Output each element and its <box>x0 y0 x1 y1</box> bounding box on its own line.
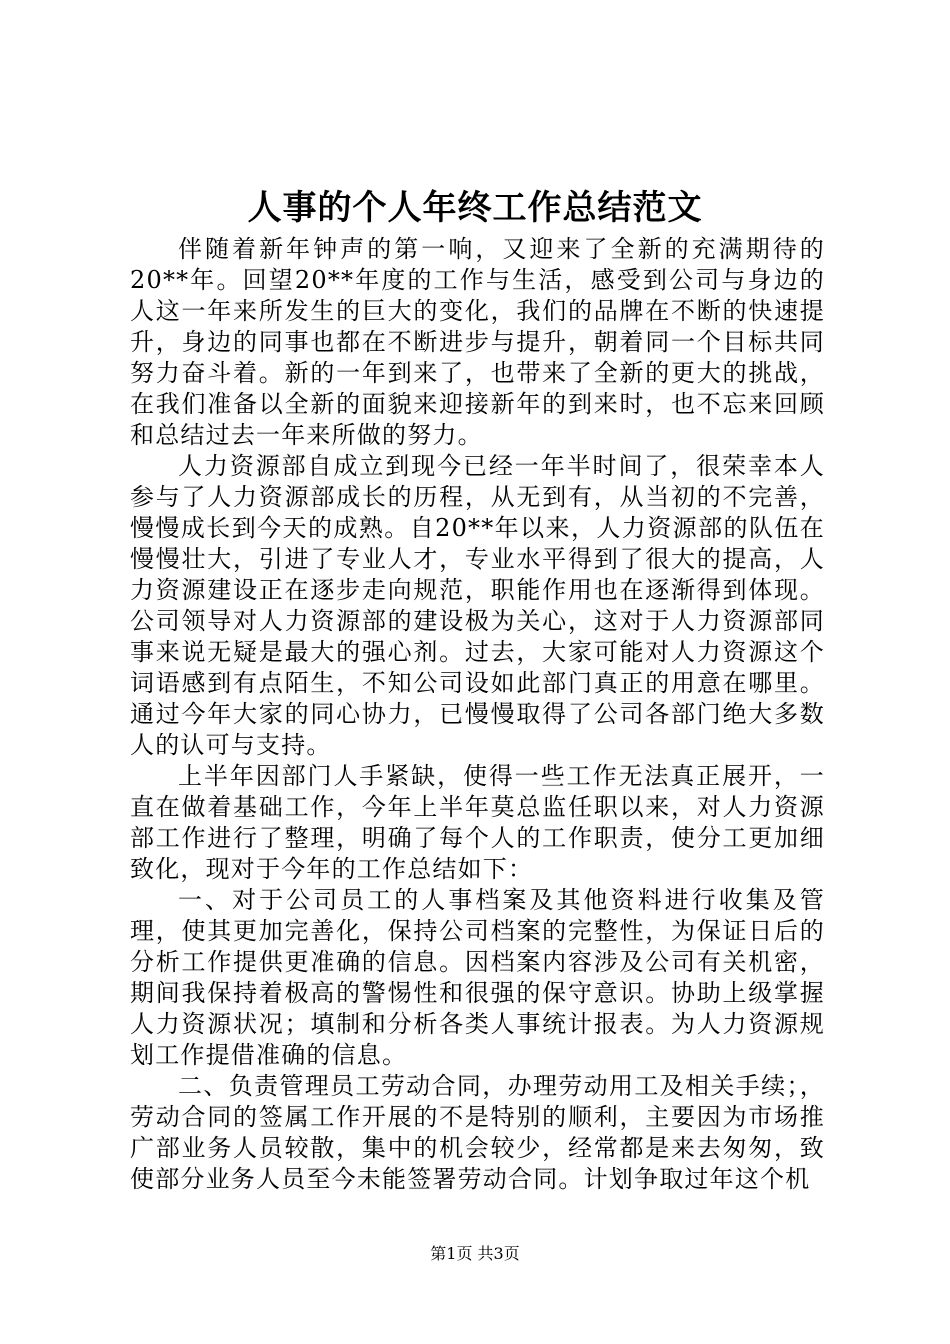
document-body <box>130 234 825 1195</box>
document-title: 人事的个人年终工作总结范文 <box>247 188 703 228</box>
paragraph: 一、对于公司员工的人事档案及其他资料进行收集及管理，使其更加完善化，保持公司档案的完整性，为保证日后的分析工作提供更准确的信息。因档案内容涉及公司有关机密，期间我保持着极高的警惕性和很强的保守意识。协助上级掌握人力资源状况；填制和分析各类人事统计报表。为人力资源规划工作提借准确的信息。 <box>130 886 825 1069</box>
paragraph: 上半年因部门人手紧缺，使得一些工作无法真正展开，一直在做着基础工作，今年上半年莫总监任职以来，对人力资源部工作进行了整理，明确了每个人的工作职责，使分工更加细致化，现对于今年的工作总结如下： <box>130 762 825 883</box>
paragraph: 伴随着新年钟声的第一响，又迎来了全新的充满期待的20**年。回望20**年度的工作与生活，感受到公司与身边的人这一年来所发生的巨大的变化，我们的品牌在不断的快速提升，身边的同事也都在不断进步与提升，朝着同一个目标共同努力奋斗着。新的一年到来了，也带来了全新的更大的挑战，在我们准备以全新的面貌来迎接新年的到来时，也不忘来回顾和总结过去一年来所做的努力。 <box>130 235 825 449</box>
paragraph: 人力资源部自成立到现今已经一年半时间了，很荣幸本人参与了人力资源部成长的历程，从无到有，从当初的不完善，慢慢成长到今天的成熟。自20**年以来，人力资源部的队伍在慢慢壮大，引进了专业人才，专业水平得到了很大的提高，人力资源建设正在逐步走向规范，职能作用也在逐渐得到体现。公司领导对人力资源部的建设极为关心，这对于人力资源部同事来说无疑是最大的强心剂。过去，大家可能对人力资源这个词语感到有点陌生，不知公司设如此部门真正的用意在哪里。通过今年大家的同心协力，已慢慢取得了公司各部门绝大多数人的认可与支持。 <box>130 452 825 759</box>
paragraph: 二、负责管理员工劳动合同，办理劳动用工及相关手续；，劳动合同的签属工作开展的不是特别的顺利，主要因为市场推广部业务人员较散，集中的机会较少，经常都是来去匆匆，致使部分业务人员至今未能签署劳动合同。计划争取过年这个机 <box>130 1072 825 1193</box>
page-number: 第1页 共3页 <box>430 1244 520 1263</box>
